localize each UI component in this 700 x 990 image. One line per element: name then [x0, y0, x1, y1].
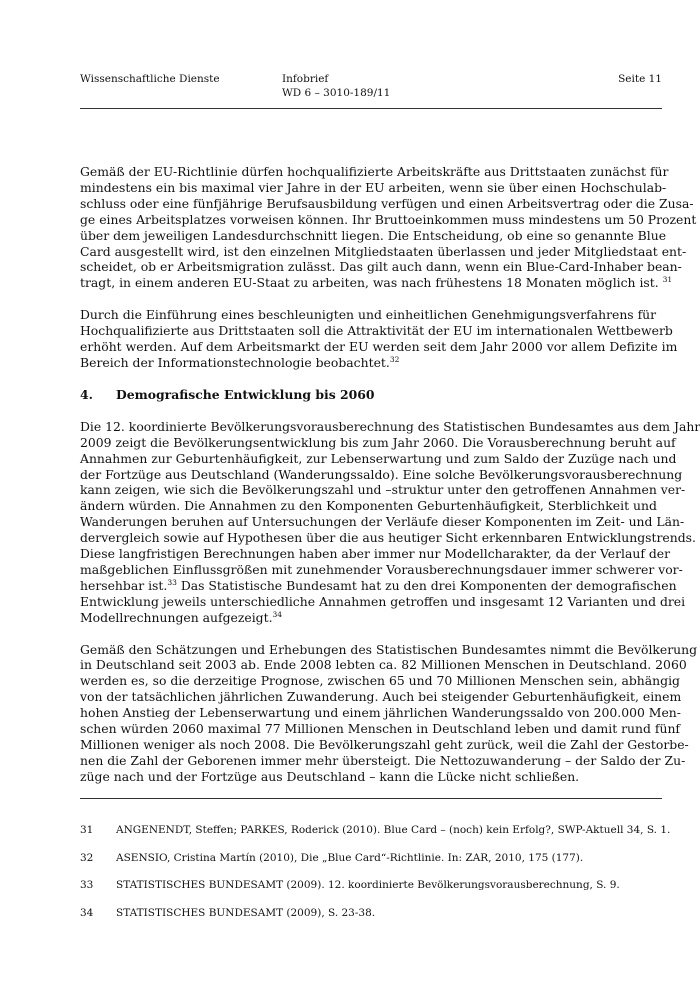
- footnote-text: STATISTISCHES BUNDESAMT (2009), S. 23-38.: [116, 906, 376, 919]
- text-line: züge nach und der Fortzüge aus Deutschland – kann die Lücke nicht schließen.: [80, 768, 580, 784]
- text-line: hohen Anstieg der Lebenserwartung und einem jährlichen Wanderungssaldo von 200.000 Men-: [80, 705, 681, 721]
- footnote-number: 33: [80, 879, 94, 891]
- text-line: in Deutschland seit 2003 ab. Ende 2008 lebten ca. 82 Millionen Menschen in Deutschland. 2060: [80, 657, 687, 673]
- text-line: [80, 355, 662, 371]
- paragraph-population-projection: [80, 418, 700, 626]
- text-line: Card ausgestellt wird, ist den einzelnen Mitgliedstaaten überlassen und jeder Mitgliedstaat ent-: [80, 243, 687, 259]
- text-line-content: Bereich der Informationstechnologie beobachtet.: [80, 354, 390, 370]
- document-body: [80, 164, 700, 801]
- footnote-33: [80, 878, 662, 892]
- text-line: Durch die Einführung eines beschleunigten und einheitlichen Genehmigungsverfahrens für: [80, 307, 657, 323]
- header-doc-type: Infobrief: [282, 73, 329, 85]
- text-line: 2009 zeigt die Bevölkerungsentwicklung bis zum Jahr 2060. Die Vorausberechnung beruht auf: [80, 434, 676, 450]
- header-page-number: Seite 11: [618, 73, 662, 85]
- footnote-text: ASENSIO, Cristina Martín (2010), Die „Blue Card“-Richtlinie. In: ZAR, 2010, 175 (177).: [116, 851, 584, 864]
- footnote-ref-31[interactable]: 31: [662, 275, 673, 285]
- section-number: 4.: [80, 386, 93, 402]
- text-line: [80, 577, 677, 594]
- footnote-ref-32[interactable]: 32: [389, 354, 400, 364]
- text-line: dervergleich sowie auf Hypothesen über die aus heutiger Sicht erkennbaren Entwicklungstrends.: [80, 530, 696, 546]
- text-line: schen würden 2060 maximal 77 Millionen Menschen in Deutschland leben und damit rund fünf: [80, 721, 681, 737]
- text-line: Annahmen zur Geburtenhäufigkeit, zur Lebenserwartung und zum Saldo der Zuzüge nach und: [80, 450, 677, 466]
- text-line: [80, 610, 662, 626]
- section-heading: [80, 387, 662, 403]
- text-line: Wanderungen beruhen auf Untersuchungen der Verläufe dieser Komponenten im Zeit- und Län-: [80, 514, 685, 530]
- text-line: ändern würden. Die Annahmen zu den Komponenten Geburtenhäufigkeit, Sterblichkeit und: [80, 498, 657, 514]
- footnote-ref-34[interactable]: 34: [272, 609, 283, 619]
- text-line: Millionen weniger als noch 2008. Die Bevölkerungszahl geht zurück, weil die Zahl der Gestorbe-: [80, 737, 689, 752]
- text-line: Gemäß der EU-Richtlinie dürfen hochqualifizierte Arbeitskräfte aus Drittstaaten zunächst für: [80, 164, 669, 179]
- footnotes: [80, 823, 671, 933]
- text-line: nen die Zahl der Geborenen immer mehr übersteigt. Die Nettozuwanderung – der Saldo der Zu-: [80, 752, 686, 768]
- text-line-content: Das Statistische Bundesamt hat zu den drei Komponenten der demografischen: [176, 577, 677, 593]
- text-line-content: hersehbar ist.: [80, 577, 168, 593]
- text-line: Die 12. koordinierte Bevölkerungsvorausberechnung des Statistischen Bundesamtes aus dem Jahr: [80, 418, 700, 434]
- header-doc-number: WD 6 – 3010-189/11: [282, 87, 391, 99]
- footnote-ref-33[interactable]: 33: [167, 577, 177, 587]
- paragraph-approval-procedure: [80, 307, 678, 371]
- text-line: Diese langfristigen Berechnungen haben aber immer nur Modellcharakter, da der Verlauf der: [80, 546, 671, 562]
- text-line: der Fortzüge aus Deutschland (Wanderungssaldo). Eine solche Bevölkerungsvorausberechnung: [80, 466, 683, 482]
- header-document-info: [282, 72, 390, 100]
- text-line: mindestens ein bis maximal vier Jahre in der EU arbeiten, wenn sie über einen Hochschulab-: [80, 179, 667, 195]
- footnote-text: ANGENENDT, Steffen; PARKES, Roderick (2010). Blue Card – (noch) kein Erfolg?, SWP-Aktuell 34, S. 1.: [116, 824, 671, 836]
- section-title: Demografische Entwicklung bis 2060: [116, 386, 375, 402]
- footnote-32: [80, 851, 662, 865]
- text-line: schluss oder eine fünfjährige Berufsausbildung verfügen und einen Arbeitsvertrag oder die Zusa-: [80, 195, 694, 211]
- text-line: erhöht werden. Auf dem Arbeitsmarkt der EU werden seit dem Jahr 2000 vor allem Defizite im: [80, 339, 678, 355]
- text-line: Entwicklung jeweils unterschiedliche Annahmen getroffen und insgesamt 12 Varianten und drei: [80, 593, 686, 609]
- text-line: Hochqualifizierte aus Drittstaaten soll die Attraktivität der EU im internationalen Wettbewerb: [80, 323, 673, 339]
- footnote-31: [80, 823, 671, 837]
- text-line: [80, 275, 673, 291]
- text-line: über dem jeweiligen Landesdurchschnitt liegen. Die Entscheidung, ob eine so genannte Blue: [80, 227, 667, 243]
- header-institution: Wissenschaftliche Dienste: [80, 73, 220, 85]
- paragraph-population-decline: [80, 641, 698, 785]
- text-line: maßgeblichen Einflussgrößen mit zunehmender Vorausberechnungsdauer immer schwerer vor-: [80, 561, 683, 577]
- text-line: kann zeigen, wie sich die Bevölkerungszahl und –struktur unter den getroffenen Annahmen ver-: [80, 482, 686, 498]
- text-line: ge eines Arbeitsplatzes vorweisen können. Ihr Bruttoeinkommen muss mindestens um 50 Prozent: [80, 211, 697, 227]
- footnote-number: 31: [80, 824, 94, 836]
- page-header: [80, 72, 662, 109]
- footnote-text: STATISTISCHES BUNDESAMT (2009). 12. koordinierte Bevölkerungsvorausberechnung, S. 9.: [116, 879, 620, 891]
- footnote-number: 34: [80, 906, 94, 919]
- footnote-34: [80, 906, 662, 920]
- text-line: scheidet, ob er Arbeitsmigration zulässt. Das gilt auch dann, wenn ein Blue-Card-Inhaber bean-: [80, 259, 682, 275]
- text-line: werden es, so die derzeitige Prognose, zwischen 65 und 70 Millionen Menschen sein, abhängig: [80, 673, 680, 689]
- footnote-number: 32: [80, 851, 94, 864]
- text-line: von der tatsächlichen jährlichen Zuwanderung. Auch bei steigender Geburtenhäufigkeit, einem: [80, 689, 682, 705]
- footnote-divider: [80, 798, 662, 799]
- text-line: Gemäß den Schätzungen und Erhebungen des Statistischen Bundesamtes nimmt die Bevölkerung: [80, 641, 698, 657]
- paragraph-blue-card-rules: [80, 164, 697, 291]
- text-line-content: tragt, in einem anderen EU-Staat zu arbeiten, was nach frühestens 18 Monaten möglich ist.: [80, 275, 663, 291]
- text-line-content: Modellrechnungen aufgezeigt.: [80, 609, 273, 625]
